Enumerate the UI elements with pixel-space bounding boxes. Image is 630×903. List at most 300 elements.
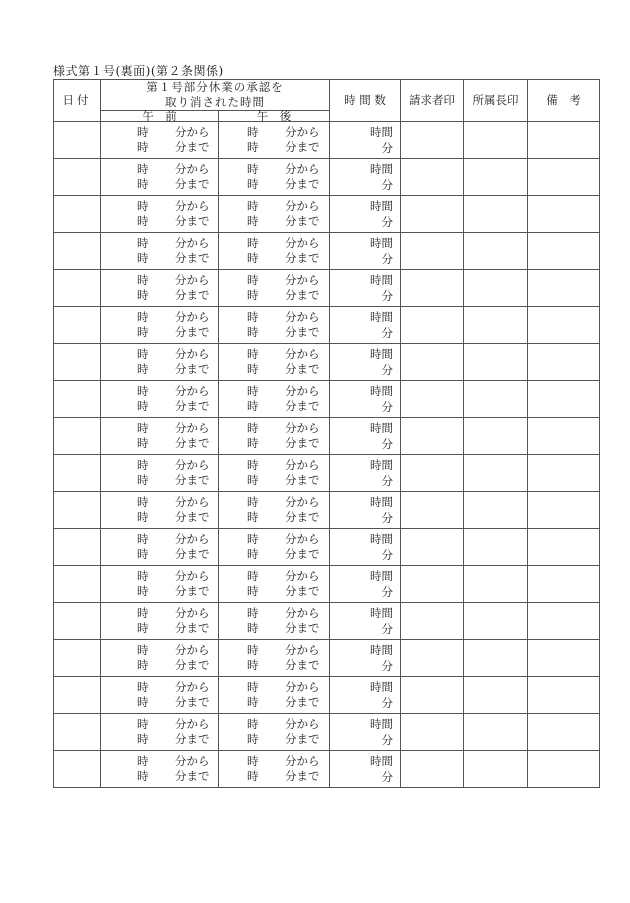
- am-to-hour-label: 時: [137, 695, 149, 709]
- am-time-cell[interactable]: [101, 418, 219, 455]
- am-time-cell[interactable]: [101, 677, 219, 714]
- am-time-cell[interactable]: [101, 751, 219, 788]
- table-row: [54, 640, 600, 677]
- pm-from-hour-label: 時: [247, 310, 259, 324]
- pm-time-cell[interactable]: [219, 751, 330, 788]
- am-to-hour-label: 時: [137, 436, 149, 450]
- header-am: 午 前: [101, 111, 219, 122]
- remarks-cell[interactable]: [528, 344, 600, 381]
- am-time-cell[interactable]: [101, 640, 219, 677]
- am-from-minute-label: 分から: [175, 532, 210, 546]
- am-to-minute-label: 分まで: [175, 288, 210, 302]
- supervisor-seal-cell[interactable]: [464, 122, 528, 159]
- date-cell[interactable]: [54, 566, 101, 603]
- requester-seal-cell[interactable]: [401, 566, 464, 603]
- remarks-cell[interactable]: [528, 418, 600, 455]
- pm-time-cell[interactable]: [219, 307, 330, 344]
- table-row: [54, 381, 600, 418]
- am-from-minute-label: 分から: [175, 680, 210, 694]
- date-cell[interactable]: [54, 751, 101, 788]
- am-to-hour-label: 時: [137, 510, 149, 524]
- date-cell[interactable]: [54, 270, 101, 307]
- hours-label: 時間: [370, 680, 393, 694]
- hours-cell[interactable]: [330, 529, 401, 566]
- pm-to-minute-label: 分まで: [285, 177, 320, 191]
- minutes-label: 分: [381, 215, 393, 229]
- header-date: 日付: [54, 80, 101, 122]
- am-time-cell[interactable]: [101, 566, 219, 603]
- hours-cell[interactable]: [330, 492, 401, 529]
- requester-seal-cell[interactable]: [401, 344, 464, 381]
- pm-from-minute-label: 分から: [285, 458, 320, 472]
- pm-time-cell[interactable]: [219, 714, 330, 751]
- pm-to-minute-label: 分まで: [285, 732, 320, 746]
- requester-seal-cell[interactable]: [401, 122, 464, 159]
- am-from-hour-label: 時: [137, 569, 149, 583]
- remarks-cell[interactable]: [528, 677, 600, 714]
- pm-to-hour-label: 時: [247, 584, 259, 598]
- pm-to-hour-label: 時: [247, 547, 259, 561]
- hours-cell[interactable]: [330, 418, 401, 455]
- pm-to-hour-label: 時: [247, 214, 259, 228]
- hours-label: 時間: [370, 754, 393, 768]
- am-time-cell[interactable]: [101, 159, 219, 196]
- table-row: [54, 122, 600, 159]
- remarks-cell[interactable]: [528, 603, 600, 640]
- table-row: [54, 307, 600, 344]
- am-from-hour-label: 時: [137, 458, 149, 472]
- date-cell[interactable]: [54, 122, 101, 159]
- supervisor-seal-cell[interactable]: [464, 455, 528, 492]
- pm-from-hour-label: 時: [247, 643, 259, 657]
- am-time-cell[interactable]: [101, 381, 219, 418]
- pm-from-minute-label: 分から: [285, 236, 320, 250]
- am-from-hour-label: 時: [137, 717, 149, 731]
- am-to-hour-label: 時: [137, 251, 149, 265]
- pm-from-minute-label: 分から: [285, 125, 320, 139]
- am-from-minute-label: 分から: [175, 569, 210, 583]
- supervisor-seal-cell[interactable]: [464, 344, 528, 381]
- header-pm: 午 後: [219, 111, 330, 122]
- pm-to-minute-label: 分まで: [285, 325, 320, 339]
- am-from-minute-label: 分から: [175, 643, 210, 657]
- remarks-cell[interactable]: [528, 196, 600, 233]
- pm-from-minute-label: 分から: [285, 569, 320, 583]
- hours-cell[interactable]: [330, 714, 401, 751]
- pm-time-cell[interactable]: [219, 640, 330, 677]
- hours-cell[interactable]: [330, 677, 401, 714]
- pm-from-minute-label: 分から: [285, 273, 320, 287]
- minutes-label: 分: [381, 141, 393, 155]
- am-from-hour-label: 時: [137, 680, 149, 694]
- am-to-minute-label: 分まで: [175, 436, 210, 450]
- am-to-minute-label: 分まで: [175, 214, 210, 228]
- supervisor-seal-cell[interactable]: [464, 566, 528, 603]
- pm-from-hour-label: 時: [247, 273, 259, 287]
- header-requester-seal: 請求者印: [401, 80, 464, 122]
- pm-to-minute-label: 分まで: [285, 584, 320, 598]
- date-cell[interactable]: [54, 640, 101, 677]
- am-time-cell[interactable]: [101, 529, 219, 566]
- pm-to-hour-label: 時: [247, 177, 259, 191]
- am-from-hour-label: 時: [137, 310, 149, 324]
- table-row: [54, 344, 600, 381]
- pm-to-minute-label: 分まで: [285, 288, 320, 302]
- pm-from-minute-label: 分から: [285, 606, 320, 620]
- requester-seal-cell[interactable]: [401, 307, 464, 344]
- am-time-cell[interactable]: [101, 344, 219, 381]
- pm-time-cell[interactable]: [219, 381, 330, 418]
- requester-seal-cell[interactable]: [401, 640, 464, 677]
- hours-label: 時間: [370, 310, 393, 324]
- pm-to-minute-label: 分まで: [285, 362, 320, 376]
- table-row: [54, 159, 600, 196]
- hours-label: 時間: [370, 717, 393, 731]
- am-to-hour-label: 時: [137, 658, 149, 672]
- pm-from-hour-label: 時: [247, 606, 259, 620]
- pm-time-cell[interactable]: [219, 455, 330, 492]
- pm-to-hour-label: 時: [247, 325, 259, 339]
- am-to-hour-label: 時: [137, 473, 149, 487]
- hours-cell[interactable]: [330, 307, 401, 344]
- date-cell[interactable]: [54, 418, 101, 455]
- pm-time-cell[interactable]: [219, 233, 330, 270]
- pm-from-hour-label: 時: [247, 421, 259, 435]
- minutes-label: 分: [381, 770, 393, 784]
- pm-from-hour-label: 時: [247, 680, 259, 694]
- pm-to-hour-label: 時: [247, 695, 259, 709]
- supervisor-seal-cell[interactable]: [464, 529, 528, 566]
- minutes-label: 分: [381, 474, 393, 488]
- pm-time-cell[interactable]: [219, 270, 330, 307]
- am-to-minute-label: 分まで: [175, 769, 210, 783]
- remarks-cell[interactable]: [528, 307, 600, 344]
- minutes-label: 分: [381, 289, 393, 303]
- minutes-label: 分: [381, 363, 393, 377]
- am-to-hour-label: 時: [137, 769, 149, 783]
- requester-seal-cell[interactable]: [401, 714, 464, 751]
- supervisor-seal-cell[interactable]: [464, 603, 528, 640]
- am-from-hour-label: 時: [137, 273, 149, 287]
- am-to-minute-label: 分まで: [175, 658, 210, 672]
- pm-from-hour-label: 時: [247, 384, 259, 398]
- pm-to-minute-label: 分まで: [285, 769, 320, 783]
- hours-label: 時間: [370, 495, 393, 509]
- remarks-cell[interactable]: [528, 566, 600, 603]
- pm-to-hour-label: 時: [247, 621, 259, 635]
- requester-seal-cell[interactable]: [401, 677, 464, 714]
- pm-to-minute-label: 分まで: [285, 399, 320, 413]
- supervisor-seal-cell[interactable]: [464, 270, 528, 307]
- supervisor-seal-cell[interactable]: [464, 492, 528, 529]
- am-to-hour-label: 時: [137, 584, 149, 598]
- date-cell[interactable]: [54, 159, 101, 196]
- pm-time-cell[interactable]: [219, 122, 330, 159]
- pm-from-hour-label: 時: [247, 236, 259, 250]
- table-row: [54, 233, 600, 270]
- date-cell[interactable]: [54, 233, 101, 270]
- table-row: [54, 603, 600, 640]
- am-from-minute-label: 分から: [175, 421, 210, 435]
- remarks-cell[interactable]: [528, 381, 600, 418]
- table-row: [54, 751, 600, 788]
- pm-to-minute-label: 分まで: [285, 140, 320, 154]
- date-cell[interactable]: [54, 381, 101, 418]
- am-to-minute-label: 分まで: [175, 547, 210, 561]
- pm-from-minute-label: 分から: [285, 717, 320, 731]
- header-supervisor-seal: 所属長印: [464, 80, 528, 122]
- am-to-minute-label: 分まで: [175, 732, 210, 746]
- hours-cell[interactable]: [330, 270, 401, 307]
- hours-cell[interactable]: [330, 381, 401, 418]
- minutes-label: 分: [381, 585, 393, 599]
- requester-seal-cell[interactable]: [401, 196, 464, 233]
- requester-seal-cell[interactable]: [401, 603, 464, 640]
- pm-time-cell[interactable]: [219, 566, 330, 603]
- hours-cell[interactable]: [330, 566, 401, 603]
- table-row: [54, 270, 600, 307]
- am-to-hour-label: 時: [137, 140, 149, 154]
- pm-time-cell[interactable]: [219, 677, 330, 714]
- hours-label: 時間: [370, 347, 393, 361]
- am-to-hour-label: 時: [137, 621, 149, 635]
- supervisor-seal-cell[interactable]: [464, 640, 528, 677]
- am-from-hour-label: 時: [137, 606, 149, 620]
- am-time-cell[interactable]: [101, 233, 219, 270]
- remarks-cell[interactable]: [528, 270, 600, 307]
- am-from-minute-label: 分から: [175, 347, 210, 361]
- am-from-hour-label: 時: [137, 754, 149, 768]
- pm-from-minute-label: 分から: [285, 643, 320, 657]
- pm-from-minute-label: 分から: [285, 754, 320, 768]
- table-row: [54, 492, 600, 529]
- date-cell[interactable]: [54, 196, 101, 233]
- hours-cell[interactable]: [330, 640, 401, 677]
- table-row: [54, 196, 600, 233]
- am-to-minute-label: 分まで: [175, 621, 210, 635]
- am-to-minute-label: 分まで: [175, 251, 210, 265]
- pm-time-cell[interactable]: [219, 196, 330, 233]
- remarks-cell[interactable]: [528, 122, 600, 159]
- am-time-cell[interactable]: [101, 122, 219, 159]
- am-from-minute-label: 分から: [175, 717, 210, 731]
- am-time-cell[interactable]: [101, 196, 219, 233]
- am-time-cell[interactable]: [101, 307, 219, 344]
- requester-seal-cell[interactable]: [401, 270, 464, 307]
- pm-to-minute-label: 分まで: [285, 214, 320, 228]
- pm-to-minute-label: 分まで: [285, 547, 320, 561]
- am-time-cell[interactable]: [101, 492, 219, 529]
- hours-label: 時間: [370, 236, 393, 250]
- header-cancelled-time: [101, 80, 330, 111]
- pm-to-minute-label: 分まで: [285, 251, 320, 265]
- am-to-minute-label: 分まで: [175, 399, 210, 413]
- am-to-hour-label: 時: [137, 362, 149, 376]
- remarks-cell[interactable]: [528, 529, 600, 566]
- hours-cell[interactable]: [330, 122, 401, 159]
- hours-label: 時間: [370, 384, 393, 398]
- header-remarks: 備 考: [528, 80, 600, 122]
- date-cell[interactable]: [54, 307, 101, 344]
- requester-seal-cell[interactable]: [401, 233, 464, 270]
- am-to-minute-label: 分まで: [175, 140, 210, 154]
- pm-to-hour-label: 時: [247, 140, 259, 154]
- supervisor-seal-cell[interactable]: [464, 751, 528, 788]
- pm-from-minute-label: 分から: [285, 421, 320, 435]
- pm-to-hour-label: 時: [247, 288, 259, 302]
- minutes-label: 分: [381, 622, 393, 636]
- supervisor-seal-cell[interactable]: [464, 714, 528, 751]
- pm-time-cell[interactable]: [219, 603, 330, 640]
- remarks-cell[interactable]: [528, 233, 600, 270]
- am-to-hour-label: 時: [137, 732, 149, 746]
- pm-time-cell[interactable]: [219, 492, 330, 529]
- am-from-hour-label: 時: [137, 421, 149, 435]
- am-from-minute-label: 分から: [175, 162, 210, 176]
- date-cell[interactable]: [54, 455, 101, 492]
- hours-cell[interactable]: [330, 159, 401, 196]
- requester-seal-cell[interactable]: [401, 381, 464, 418]
- pm-from-minute-label: 分から: [285, 680, 320, 694]
- pm-from-minute-label: 分から: [285, 347, 320, 361]
- pm-time-cell[interactable]: [219, 529, 330, 566]
- date-cell[interactable]: [54, 677, 101, 714]
- remarks-cell[interactable]: [528, 640, 600, 677]
- header-cancelled-time-line2: 取り消された時間: [165, 95, 265, 109]
- am-to-minute-label: 分まで: [175, 584, 210, 598]
- requester-seal-cell[interactable]: [401, 418, 464, 455]
- pm-to-hour-label: 時: [247, 732, 259, 746]
- remarks-cell[interactable]: [528, 714, 600, 751]
- pm-from-minute-label: 分から: [285, 495, 320, 509]
- am-to-hour-label: 時: [137, 547, 149, 561]
- pm-to-minute-label: 分まで: [285, 473, 320, 487]
- am-time-cell[interactable]: [101, 455, 219, 492]
- am-from-hour-label: 時: [137, 162, 149, 176]
- am-time-cell[interactable]: [101, 714, 219, 751]
- pm-time-cell[interactable]: [219, 344, 330, 381]
- hours-cell[interactable]: [330, 455, 401, 492]
- supervisor-seal-cell[interactable]: [464, 418, 528, 455]
- am-from-hour-label: 時: [137, 199, 149, 213]
- am-to-minute-label: 分まで: [175, 325, 210, 339]
- pm-to-minute-label: 分まで: [285, 695, 320, 709]
- hours-cell[interactable]: [330, 751, 401, 788]
- minutes-label: 分: [381, 252, 393, 266]
- pm-from-minute-label: 分から: [285, 384, 320, 398]
- pm-to-hour-label: 時: [247, 473, 259, 487]
- am-from-minute-label: 分から: [175, 236, 210, 250]
- am-to-hour-label: 時: [137, 399, 149, 413]
- pm-to-minute-label: 分まで: [285, 658, 320, 672]
- date-cell[interactable]: [54, 529, 101, 566]
- minutes-label: 分: [381, 400, 393, 414]
- am-to-hour-label: 時: [137, 288, 149, 302]
- am-from-minute-label: 分から: [175, 199, 210, 213]
- header-cancelled-time-line1: 第１号部分休業の承認を: [146, 80, 284, 94]
- supervisor-seal-cell[interactable]: [464, 677, 528, 714]
- am-from-hour-label: 時: [137, 384, 149, 398]
- am-time-cell[interactable]: [101, 270, 219, 307]
- minutes-label: 分: [381, 548, 393, 562]
- am-to-minute-label: 分まで: [175, 695, 210, 709]
- supervisor-seal-cell[interactable]: [464, 196, 528, 233]
- am-from-minute-label: 分から: [175, 754, 210, 768]
- supervisor-seal-cell[interactable]: [464, 381, 528, 418]
- pm-to-hour-label: 時: [247, 658, 259, 672]
- hours-label: 時間: [370, 532, 393, 546]
- pm-to-minute-label: 分まで: [285, 510, 320, 524]
- date-cell[interactable]: [54, 344, 101, 381]
- am-to-hour-label: 時: [137, 177, 149, 191]
- table-row: [54, 418, 600, 455]
- pm-time-cell[interactable]: [219, 418, 330, 455]
- supervisor-seal-cell[interactable]: [464, 233, 528, 270]
- remarks-cell[interactable]: [528, 455, 600, 492]
- pm-from-minute-label: 分から: [285, 162, 320, 176]
- minutes-label: 分: [381, 326, 393, 340]
- table-row: [54, 455, 600, 492]
- requester-seal-cell[interactable]: [401, 529, 464, 566]
- supervisor-seal-cell[interactable]: [464, 307, 528, 344]
- am-from-minute-label: 分から: [175, 310, 210, 324]
- pm-to-hour-label: 時: [247, 251, 259, 265]
- hours-label: 時間: [370, 199, 393, 213]
- remarks-cell[interactable]: [528, 159, 600, 196]
- hours-cell[interactable]: [330, 344, 401, 381]
- pm-from-hour-label: 時: [247, 347, 259, 361]
- am-from-hour-label: 時: [137, 125, 149, 139]
- am-from-minute-label: 分から: [175, 606, 210, 620]
- requester-seal-cell[interactable]: [401, 159, 464, 196]
- minutes-label: 分: [381, 511, 393, 525]
- am-time-cell[interactable]: [101, 603, 219, 640]
- pm-from-hour-label: 時: [247, 199, 259, 213]
- am-to-minute-label: 分まで: [175, 473, 210, 487]
- am-from-minute-label: 分から: [175, 384, 210, 398]
- minutes-label: 分: [381, 437, 393, 451]
- pm-from-hour-label: 時: [247, 754, 259, 768]
- date-cell[interactable]: [54, 492, 101, 529]
- am-from-hour-label: 時: [137, 643, 149, 657]
- requester-seal-cell[interactable]: [401, 492, 464, 529]
- pm-from-hour-label: 時: [247, 569, 259, 583]
- hours-cell[interactable]: [330, 196, 401, 233]
- pm-to-hour-label: 時: [247, 510, 259, 524]
- hours-cell[interactable]: [330, 603, 401, 640]
- date-cell[interactable]: [54, 714, 101, 751]
- remarks-cell[interactable]: [528, 492, 600, 529]
- pm-time-cell[interactable]: [219, 159, 330, 196]
- pm-from-minute-label: 分から: [285, 310, 320, 324]
- minutes-label: 分: [381, 178, 393, 192]
- date-cell[interactable]: [54, 603, 101, 640]
- supervisor-seal-cell[interactable]: [464, 159, 528, 196]
- hours-label: 時間: [370, 643, 393, 657]
- pm-to-minute-label: 分まで: [285, 436, 320, 450]
- minutes-label: 分: [381, 733, 393, 747]
- minutes-label: 分: [381, 659, 393, 673]
- pm-from-hour-label: 時: [247, 495, 259, 509]
- pm-from-hour-label: 時: [247, 532, 259, 546]
- hours-label: 時間: [370, 606, 393, 620]
- requester-seal-cell[interactable]: [401, 455, 464, 492]
- hours-label: 時間: [370, 569, 393, 583]
- hours-cell[interactable]: [330, 233, 401, 270]
- am-from-minute-label: 分から: [175, 125, 210, 139]
- requester-seal-cell[interactable]: [401, 751, 464, 788]
- remarks-cell[interactable]: [528, 751, 600, 788]
